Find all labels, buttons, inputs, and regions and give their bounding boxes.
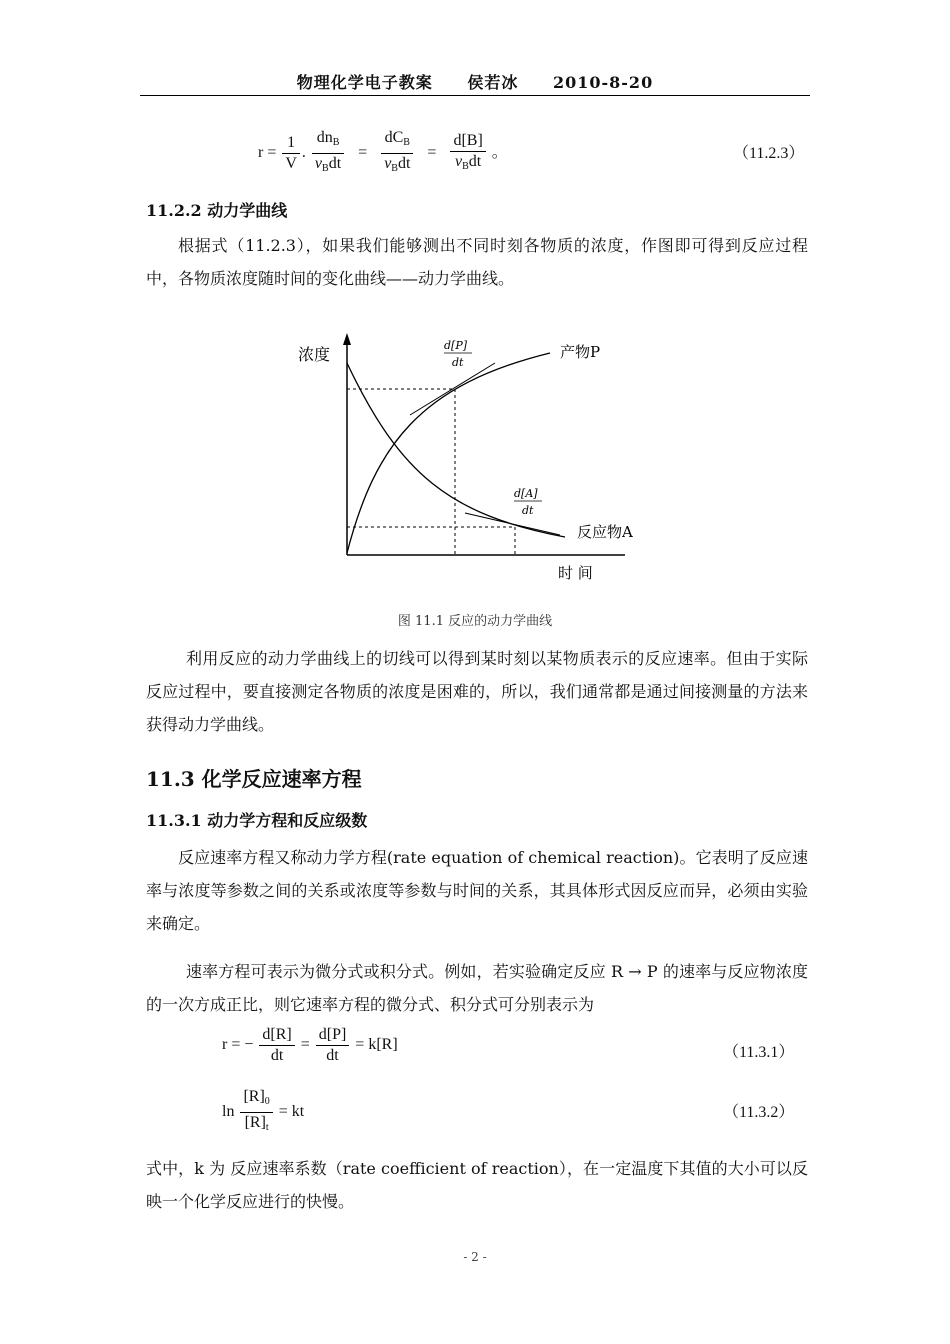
eq-fraction: $\frac{d[R]}{dt}$: [259, 1025, 294, 1066]
page-header: [140, 70, 810, 93]
eq-fraction: $\frac{1}{V}$: [282, 133, 300, 174]
x-axis-label: 时 间: [558, 564, 593, 582]
header-author: 侯若冰: [467, 73, 519, 92]
eq-fraction: $\frac{dn_B}{\nu_Bdt}$: [312, 128, 344, 179]
eq-fraction: $\frac{d[B]}{\nu_Bdt}$: [450, 131, 485, 177]
product-curve: [347, 353, 550, 553]
y-axis-arrow: [343, 333, 351, 345]
paragraph: 反应速率方程又称动力学方程(rate equation of chemical reaction)。它表明了反应速率与浓度等参数之间的关系或浓度等参数与时间的关系，其具体形式因反应而异，必须由实验来确定。: [146, 848, 808, 933]
header-rule: [140, 95, 810, 96]
paragraph: 利用反应的动力学曲线上的切线可以得到某时刻以某物质表示的反应速率。但由于实际反应过程中，要直接测定各物质的浓度是困难的，所以，我们通常都是通过间接测量的方法来获得动力学曲线。: [146, 649, 808, 734]
tangent-product-num: d[P]: [444, 339, 468, 352]
page-number: - 2 -: [463, 1250, 487, 1264]
tangent-product: [410, 363, 495, 415]
eq-fraction: $\frac{d[P]}{dt}$: [316, 1025, 350, 1066]
eq-fraction: $\frac{dC_B}{\nu_Bdt}$: [381, 128, 413, 179]
header-title: 物理化学电子教案: [296, 73, 433, 92]
y-axis-label: 浓度: [298, 345, 331, 364]
product-label: 产物P: [560, 343, 601, 361]
paragraph: 式中，k 为 反应速率系数（rate coefficient of reaction），在一定温度下其值的大小可以反映一个化学反应进行的快慢。: [146, 1159, 808, 1211]
figure-caption: 图 11.1 反应的动力学曲线: [397, 614, 553, 629]
section-heading-11-3-1: 11.3.1 动力学方程和反应级数: [146, 811, 368, 830]
equation-number: （11.3.1）: [723, 1044, 795, 1061]
tangent-product-den: dt: [452, 356, 464, 369]
tangent-reactant-den: dt: [522, 504, 534, 517]
paragraph: 根据式（11.2.3），如果我们能够测出不同时刻各物质的浓度，作图即可得到反应过程中，各物质浓度随时间的变化曲线——动力学曲线。: [146, 236, 808, 288]
equation-11-2-3: r = $\frac{1}{V}$ . $\frac{dn_B}{\nu_Bdt}$ = $\frac{dC_B}{\nu_Bdt}$ = $\frac{d[B]}{\nu_Bdt}$ 。: [258, 128, 508, 179]
paragraph: 速率方程可表示为微分式或积分式。例如，若实验确定反应 R → P 的速率与反应物浓度的一次方成正比，则它速率方程的微分式、积分式可分别表示为: [146, 962, 808, 1014]
tangent-reactant: [465, 513, 560, 535]
tangent-reactant-num: d[A]: [514, 487, 538, 500]
reactant-label: 反应物A: [577, 523, 633, 541]
equation-number: （11.2.3）: [733, 145, 805, 162]
kinetics-curve-figure: [280, 325, 680, 595]
eq-fraction: $\frac{[R]_0}{[R]_t}$: [240, 1087, 272, 1138]
header-date: 2010-8-20: [552, 73, 654, 92]
section-heading-11-3: 11.3 化学反应速率方程: [146, 767, 362, 791]
section-heading-11-2-2: 11.2.2 动力学曲线: [146, 201, 288, 220]
equation-11-3-1: r = − $\frac{d[R]}{dt}$ = $\frac{d[P]}{dt}$ = k[R]: [222, 1026, 398, 1064]
equation-11-3-2: ln $\frac{[R]_0}{[R]_t}$ = kt: [222, 1087, 304, 1138]
equation-number: （11.3.2）: [723, 1104, 795, 1121]
